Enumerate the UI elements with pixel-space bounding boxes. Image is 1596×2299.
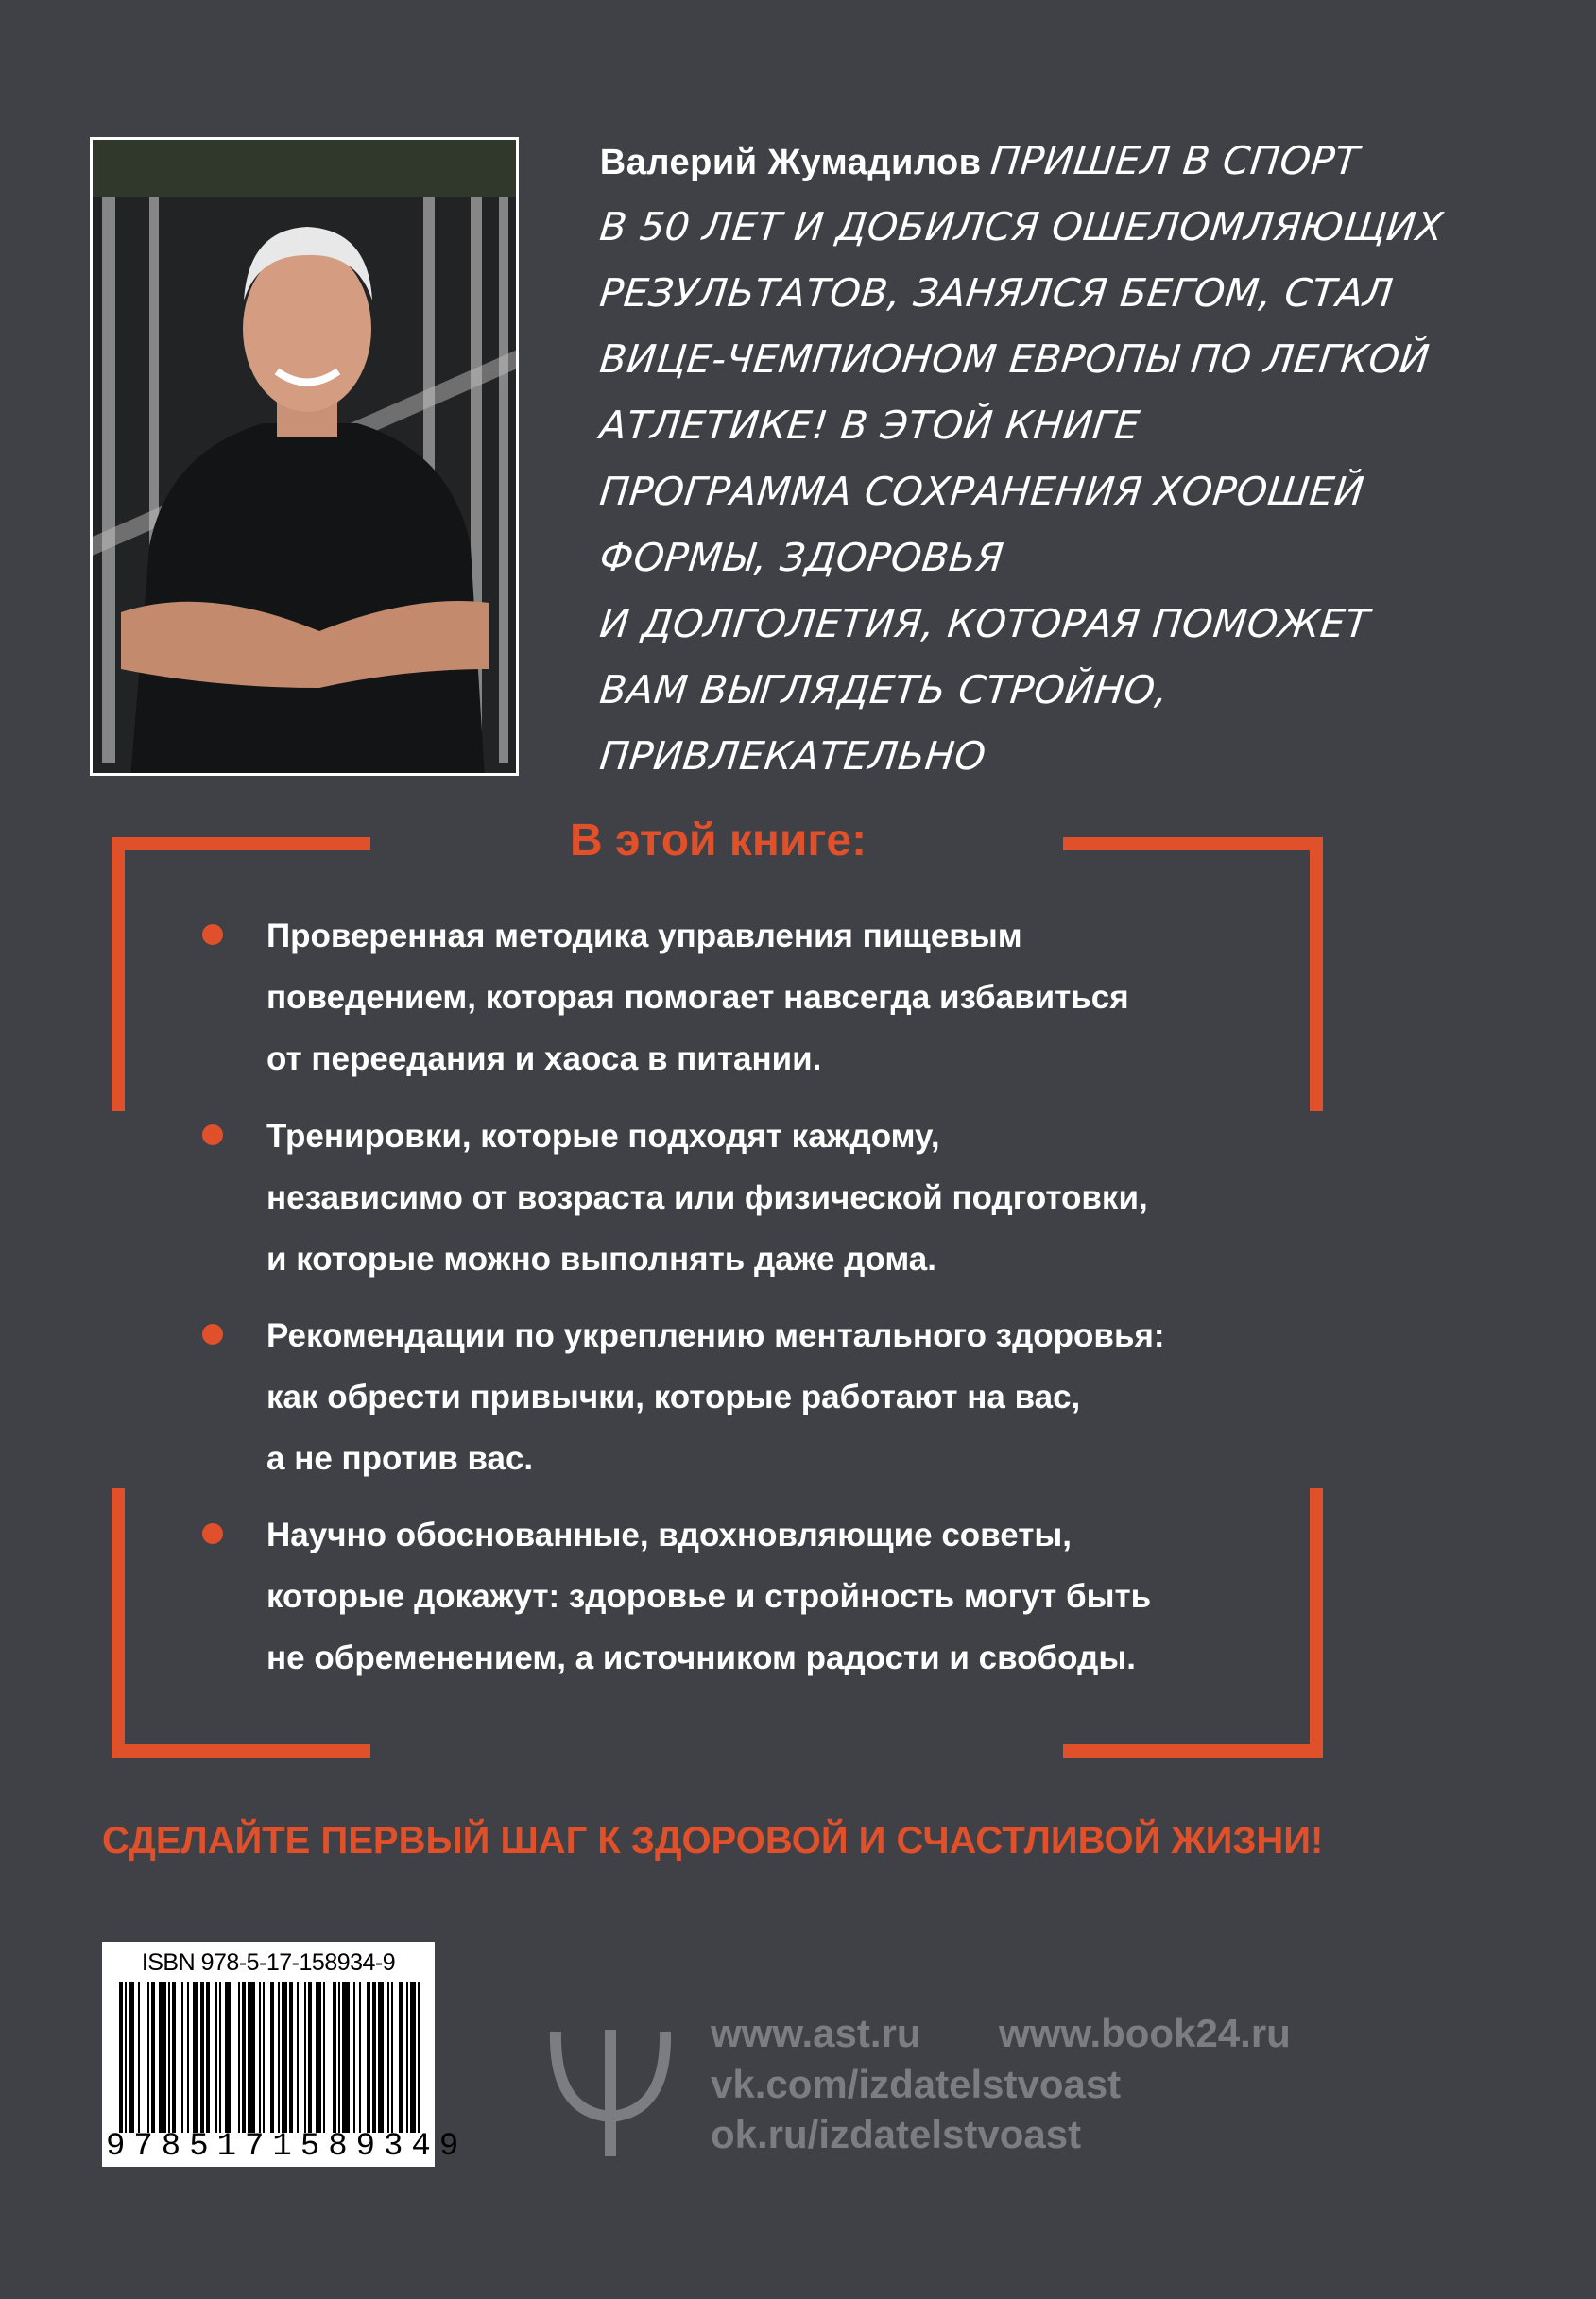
feature-line: которые докажут: здоровье и стройность могут быть xyxy=(266,1578,1152,1615)
barcode-bar xyxy=(238,1982,240,2133)
link-vk[interactable]: vk.com/izdatelstvoast xyxy=(711,2062,1122,2106)
feature-line: Тренировки, которые подходят каждому, xyxy=(266,1118,940,1155)
intro-line xyxy=(596,128,1548,194)
barcode-bar xyxy=(387,1982,389,2133)
barcode-bar xyxy=(308,1982,312,2133)
barcode-bar xyxy=(406,1982,408,2133)
barcode-bars xyxy=(119,1982,420,2133)
intro-text: ПРИШЕЛ В СПОРТ xyxy=(988,138,1362,183)
link-ok[interactable]: ok.ru/izdatelstvoast xyxy=(711,2112,1082,2156)
bullet-icon xyxy=(202,924,223,945)
bullet-icon xyxy=(202,1124,223,1145)
barcode-bar xyxy=(200,1982,204,2133)
feature-item xyxy=(266,1305,1306,1489)
bullet-icon xyxy=(202,1324,223,1345)
barcode-bar xyxy=(215,1982,217,2133)
barcode-bar xyxy=(206,1982,210,2133)
link-book24[interactable]: www.book24.ru xyxy=(999,2011,1291,2055)
isbn-barcode xyxy=(102,1942,468,2167)
feature-item xyxy=(266,1504,1306,1689)
barcode-bar xyxy=(151,1982,155,2133)
author-intro xyxy=(597,128,1545,789)
feature-line: как обрести привычки, которые работают на вас, xyxy=(266,1379,1081,1415)
features-heading: В этой книге: xyxy=(569,815,867,866)
frame-bracket xyxy=(1063,1744,1323,1758)
barcode-bar xyxy=(172,1982,176,2133)
barcode-bar xyxy=(159,1982,166,2133)
barcode-bar xyxy=(378,1982,384,2133)
author-name: Валерий Жумадилов xyxy=(599,143,982,182)
author-portrait-illustration xyxy=(93,140,519,776)
barcode-bar xyxy=(304,1982,306,2133)
intro-line: ПРОГРАММА СОХРАНЕНИЯ ХОРОШЕЙ xyxy=(597,469,1367,514)
frame-bracket xyxy=(112,837,370,850)
frame-bracket xyxy=(112,837,125,1111)
barcode-bar xyxy=(282,1982,287,2133)
feature-line: и которые можно выполнять даже дома. xyxy=(266,1241,936,1278)
feature-item xyxy=(266,1106,1306,1290)
barcode-bar xyxy=(225,1982,231,2133)
feature-line: а не против вас. xyxy=(266,1440,534,1477)
barcode-bar xyxy=(333,1982,336,2133)
feature-line: от переедания и хаоса в питании. xyxy=(266,1040,822,1077)
barcode-bar xyxy=(219,1982,221,2133)
bullet-icon xyxy=(202,1523,223,1544)
barcode-bar xyxy=(353,1982,355,2133)
barcode-bar xyxy=(248,1982,255,2133)
barcode-bar xyxy=(259,1982,261,2133)
intro-line: ВИЦЕ-ЧЕМПИОНОМ ЕВРОПЫ ПО ЛЕГКОЙ xyxy=(597,336,1433,382)
barcode-bar xyxy=(278,1982,280,2133)
barcode-bar xyxy=(147,1982,149,2133)
barcode-bar xyxy=(338,1982,340,2133)
feature-line: Проверенная методика управления пищевым xyxy=(266,918,1022,954)
tagline: СДЕЛАЙТЕ ПЕРВЫЙ ШАГ К ЗДОРОВОЙ И СЧАСТЛИВОЙ ЖИЗНИ! xyxy=(102,1820,1324,1862)
barcode-bar xyxy=(263,1982,265,2133)
barcode-bar xyxy=(193,1982,198,2133)
intro-line: АТЛЕТИКЕ! В ЭТОЙ КНИГЕ xyxy=(597,403,1142,448)
barcode-bar xyxy=(168,1982,170,2133)
feature-line: не обременением, а источником радости и свободы. xyxy=(266,1639,1136,1676)
intro-line: В 50 ЛЕТ И ДОБИЛСЯ ОШЕЛОМЛЯЮЩИХ xyxy=(597,204,1446,249)
feature-line: поведением, которая помогает навсегда избавиться xyxy=(266,979,1129,1016)
publisher-logo-icon xyxy=(548,2022,676,2159)
author-photo xyxy=(90,137,519,776)
link-ast[interactable]: www.ast.ru xyxy=(711,2011,921,2055)
frame-bracket xyxy=(1310,837,1323,1111)
barcode-bar xyxy=(418,1982,420,2133)
barcode-bar xyxy=(297,1982,299,2133)
barcode-bar xyxy=(316,1982,321,2133)
barcode-bar xyxy=(119,1982,123,2133)
barcode-bar xyxy=(372,1982,376,2133)
barcode-digits: 9785171589349 xyxy=(106,2129,468,2165)
intro-line: ПРИВЛЕКАТЕЛЬНО xyxy=(597,733,988,779)
feature-line: Научно обоснованные, вдохновляющие советы, xyxy=(266,1517,1072,1553)
barcode-bar xyxy=(342,1982,350,2133)
intro-line: И ДОЛГОЛЕТИЯ, КОТОРАЯ ПОМОЖЕТ xyxy=(597,601,1372,646)
barcode-bar xyxy=(359,1982,361,2133)
feature-line: независимо от возраста или физической подготовки, xyxy=(266,1179,1148,1216)
frame-bracket xyxy=(1063,837,1323,850)
barcode-bar xyxy=(129,1982,134,2133)
barcode-bar xyxy=(138,1982,140,2133)
frame-bracket xyxy=(112,1744,370,1758)
barcode-bar xyxy=(270,1982,274,2133)
barcode-bar xyxy=(181,1982,183,2133)
barcode-bar xyxy=(242,1982,246,2133)
intro-line: ФОРМЫ, ЗДОРОВЬЯ xyxy=(597,535,1006,580)
frame-bracket xyxy=(112,1488,125,1758)
barcode-bar xyxy=(187,1982,189,2133)
intro-line: ВАМ ВЫГЛЯДЕТЬ СТРОЙНО, xyxy=(597,667,1171,712)
barcode-bar xyxy=(323,1982,325,2133)
feature-line: Рекомендации по укреплению ментального здоровья: xyxy=(266,1317,1165,1354)
isbn-label: ISBN 978-5-17-158934-9 xyxy=(141,1949,396,1976)
barcode-bar xyxy=(289,1982,293,2133)
feature-item xyxy=(266,905,1306,1089)
intro-line: РЕЗУЛЬТАТОВ, ЗАНЯЛСЯ БЕГОМ, СТАЛ xyxy=(597,270,1396,316)
barcode-bar xyxy=(399,1982,403,2133)
barcode-bar xyxy=(410,1982,416,2133)
barcode-bar xyxy=(391,1982,393,2133)
frame-bracket xyxy=(1310,1488,1323,1758)
barcode-bar xyxy=(367,1982,370,2133)
barcode-bar xyxy=(125,1982,127,2133)
